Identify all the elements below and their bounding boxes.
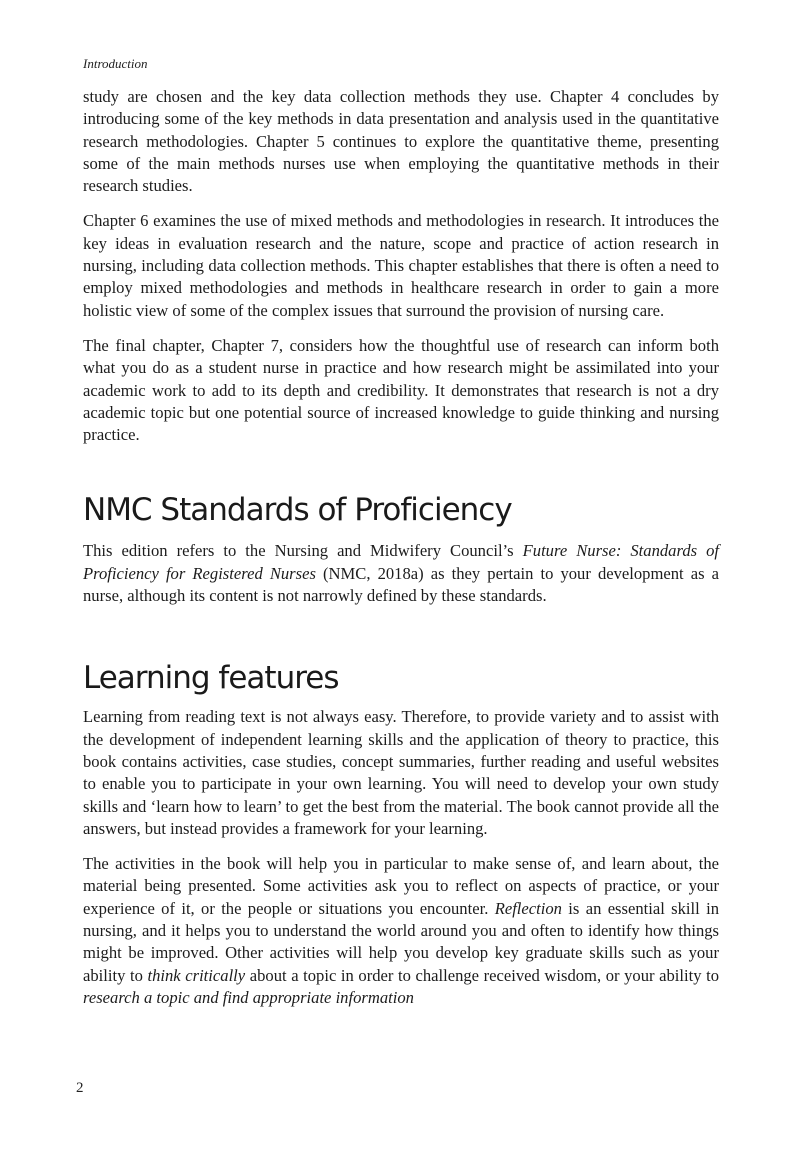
- nmc-publication-title: Future Nurse: Standards of Proficiency for Registered Nurses: [83, 541, 719, 583]
- learning-paragraph-2: [83, 853, 719, 1009]
- intro-paragraph-1: study are chosen and the key data collection methods they use. Chapter 4 concludes by introducing some of the key methods in data presentation and analysis used in the quantitative research methodologies. Chapter 5 continues to explore the quantitative theme, presenting some of the main methods nurses use when employing the quantitative methods in their research studies.: [83, 87, 719, 196]
- page-number: 2: [76, 1080, 84, 1096]
- nmc-text-a: This edition refers to the Nursing and Midwifery Council’s: [83, 541, 523, 561]
- running-head: Introduction: [83, 56, 148, 71]
- think-critically-term: think critically: [147, 965, 246, 985]
- page-content: [83, 86, 719, 1009]
- learning-p2-text-b: is an essential skill in nursing, and it helps you to understand the world around you and often to identify how things might be improved. Other activities will help you develop key graduate skills such as your ability to: [83, 898, 719, 985]
- reflection-term: Reflection: [494, 898, 562, 918]
- research-topic-term: research a topic and find appropriate information: [83, 987, 414, 1007]
- nmc-text-b: (NMC, 2018a) as they pertain to your development as a nurse, although its content is not narrowly defined by these standards.: [83, 563, 720, 606]
- intro-paragraph-2: Chapter 6 examines the use of mixed methods and methodologies in research. It introduces the key ideas in evaluation research and the nature, scope and practice of action research in nursing, including data collection methods. This chapter establishes that there is often a need to employ mixed methodologies and methods in healthcare research in order to gain a more holistic view of some of the complex issues that surround the provision of nursing care.: [83, 211, 719, 320]
- intro-paragraph-3: The final chapter, Chapter 7, considers how the thoughtful use of research can inform both what you do as a student nurse in practice and how research might be assimilated into your academic work to add to its depth and credibility. It demonstrates that research is not a dry academic topic but one potential source of increased knowledge to guide thinking and nursing practice.: [83, 335, 719, 445]
- nmc-paragraph: [83, 540, 719, 607]
- nmc-heading: NMC Standards of Proficiency: [83, 492, 512, 529]
- learning-features-heading: Learning features: [83, 660, 339, 697]
- learning-paragraph-1: Learning from reading text is not always easy. Therefore, to provide variety and to assist with the development of independent learning skills and the application of theory to practice, this book contains activities, case studies, concept summaries, further reading and useful websites to enable you to participate in your own learning. You will need to develop your own study skills and ‘learn how to learn’ to get the best from the material. The book cannot provide all the answers, but instead provides a framework for your learning.: [83, 707, 719, 838]
- learning-p2-text-a: The activities in the book will help you in particular to make sense of, and learn about, the material being presented. Some activities ask you to reflect on aspects of practice, or your experience of it, or the people or situations you encounter.: [83, 854, 719, 918]
- learning-p2-text-c: about a topic in order to challenge received wisdom, or your ability to: [245, 965, 719, 985]
